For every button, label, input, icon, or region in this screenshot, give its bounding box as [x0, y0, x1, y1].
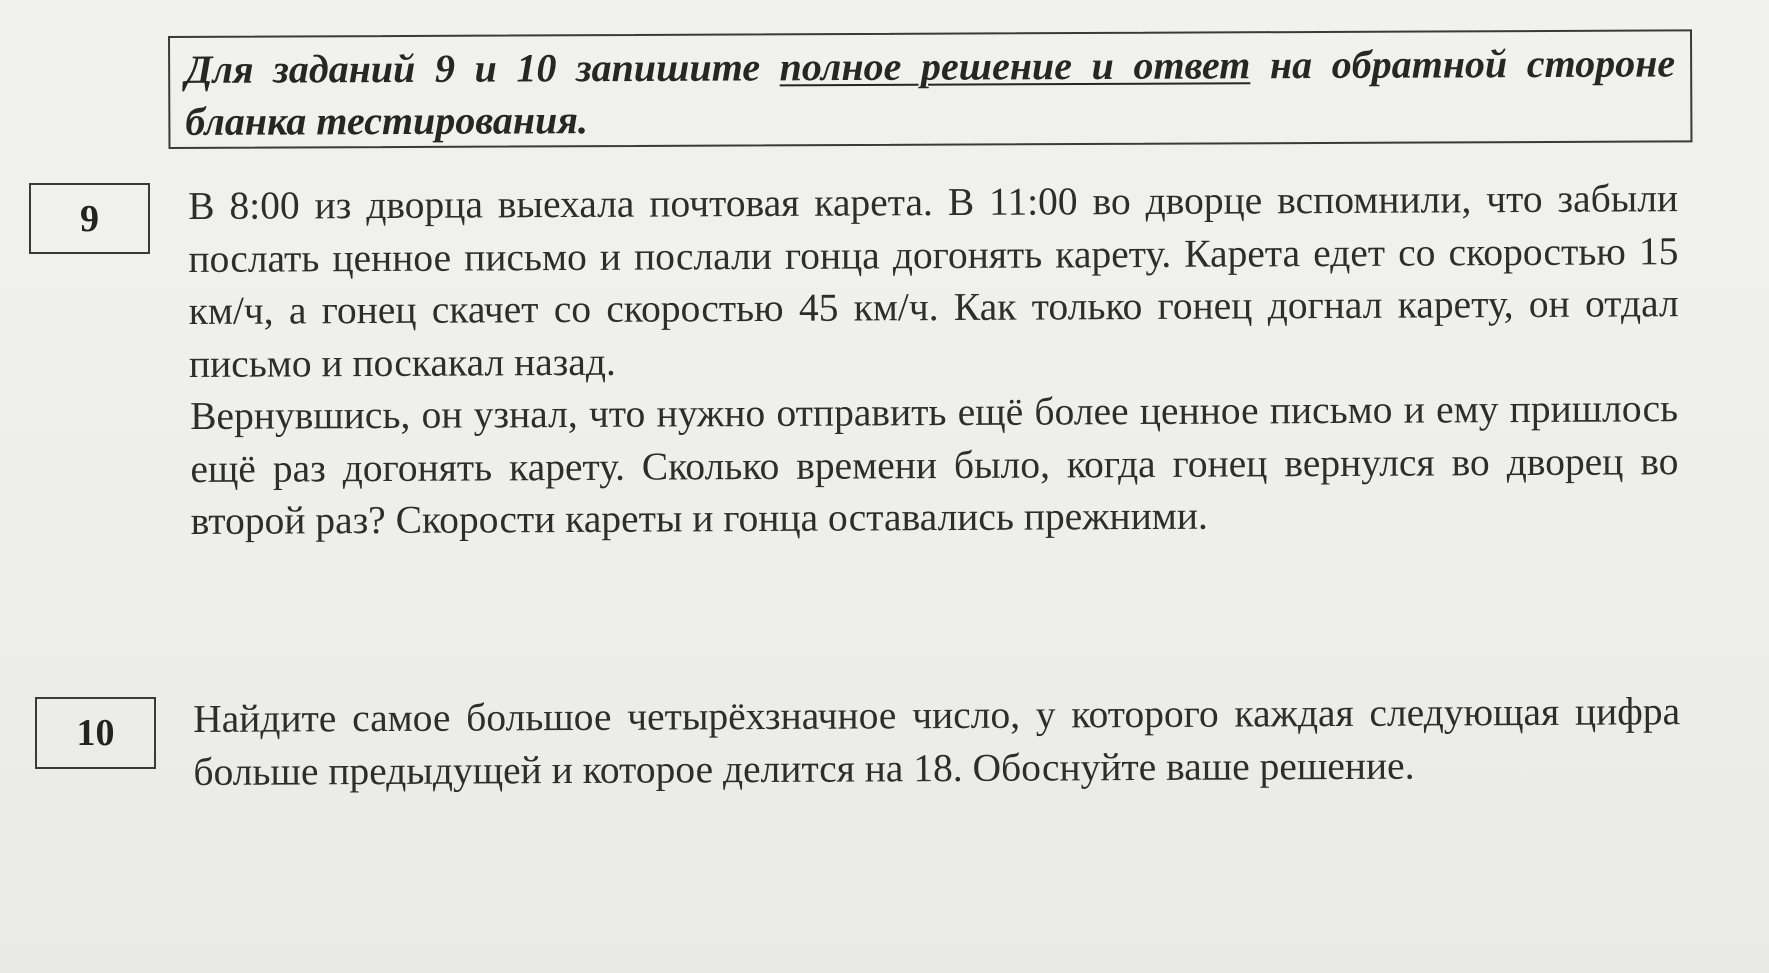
instruction-box [168, 29, 1692, 149]
task-number-9: 9 [29, 183, 150, 254]
task-number-10: 10 [35, 697, 156, 769]
task-10-text [193, 685, 1681, 798]
instruction-underlined: полное решение и ответ [779, 42, 1251, 90]
instruction-tail: на обратной стороне бланка тестирования. [185, 40, 1676, 144]
task-9-paragraph-2: Вернувшись, он узнал, что нужно отправить ещё более ценное письмо и ему пришлось ещё раз догонять карету. Сколько времени было, когда гонец вернулся во дворец во второй раз? Скорости кареты и гонца оставались прежними. [190, 386, 1679, 543]
task-9-text-continued [190, 382, 1679, 547]
task-9-paragraph-1: В 8:00 из дворца выехала почтовая карета. В 11:00 во дворце вспомнили, что забыли послать ценное письмо и послали гонца догонять карету. Карета едет со скоростью 15 км/ч, а гонец скачет со скоростью 45 км/ч. Как только гонец догнал карету, он отдал письмо и поскакал назад. [188, 176, 1679, 386]
instruction-text [185, 37, 1675, 148]
instruction-lead: Для заданий 9 и 10 запишите [185, 44, 780, 92]
task-9-text [188, 172, 1679, 390]
task-10-paragraph-1: Найдите самое большое четырёхзначное число, у которого каждая следующая цифра больше предыдущей и которое делится на 18. Обоснуйте ваше решение. [193, 689, 1681, 794]
